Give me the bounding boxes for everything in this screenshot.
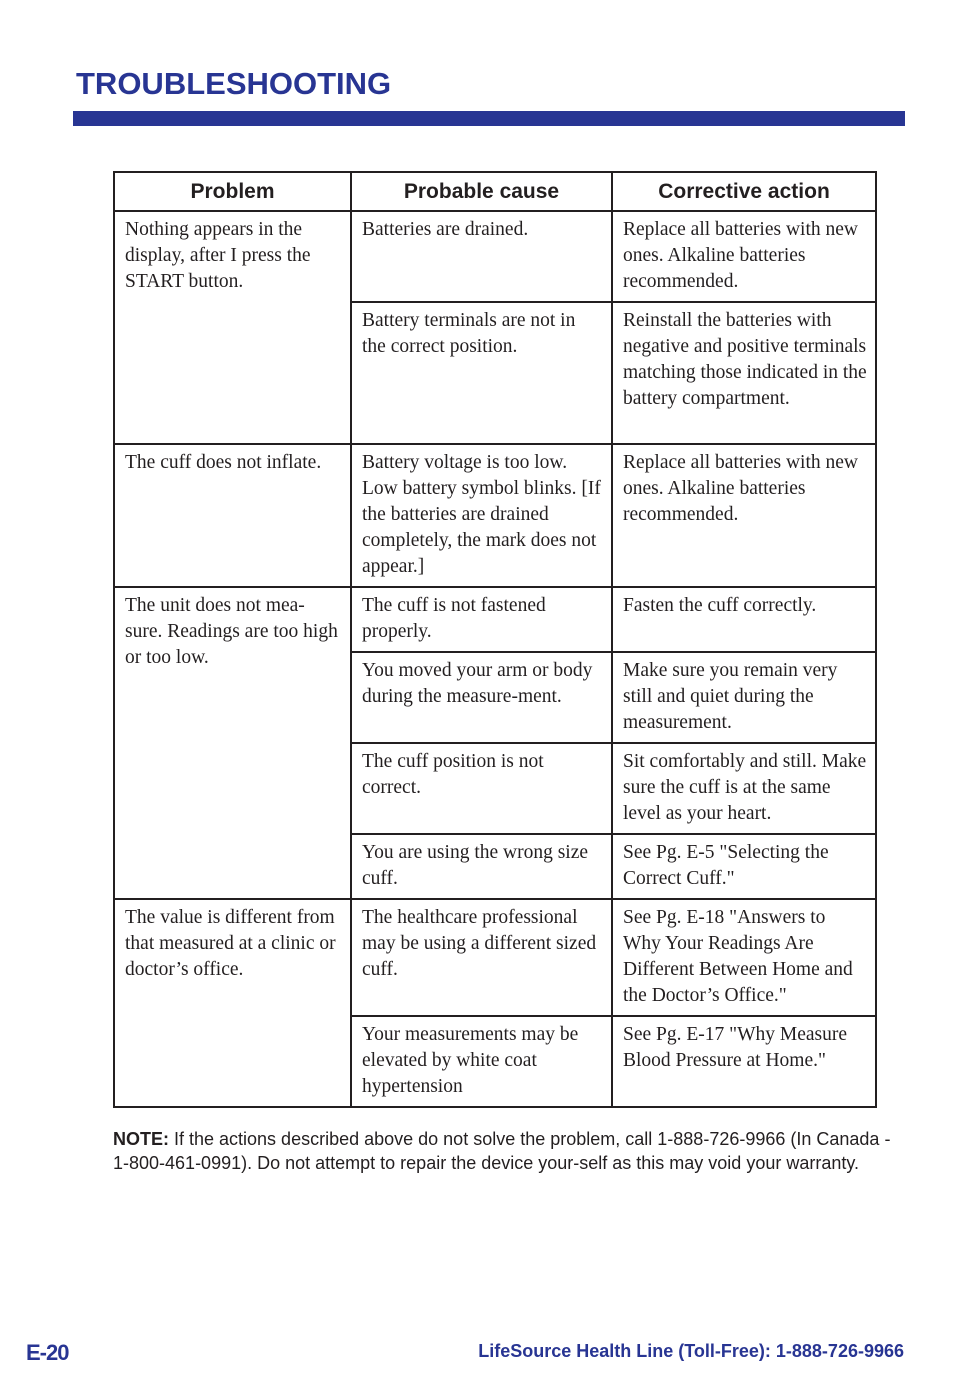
cause-cell: The cuff is not fastened properly.	[351, 587, 612, 652]
cause-cell: Your measurements may be elevated by white coat hypertension	[351, 1016, 612, 1107]
troubleshooting-table	[113, 171, 877, 1108]
action-cell: Replace all batteries with new ones. Alkaline batteries recommended.	[612, 444, 876, 587]
action-cell: See Pg. E-18 "Answers to Why Your Readings Are Different Between Home and the Doctor’s Office."	[612, 899, 876, 1016]
page-number: E-20	[26, 1340, 69, 1365]
header-problem: Problem	[114, 172, 351, 211]
action-cell: See Pg. E-5 "Selecting the Correct Cuff."	[612, 834, 876, 899]
title-divider-bar	[73, 111, 905, 126]
action-cell: Sit comfortably and still. Make sure the cuff is at the same level as your heart.	[612, 743, 876, 834]
page-title: TROUBLESHOOTING	[76, 66, 392, 101]
problem-cell: The cuff does not inflate.	[114, 444, 351, 587]
problem-cell: Nothing appears in the display, after I press the START button.	[114, 211, 351, 444]
table-row	[114, 587, 876, 652]
action-cell: Make sure you remain very still and quiet during the measurement.	[612, 652, 876, 743]
note-label: NOTE:	[113, 1129, 169, 1149]
problem-cell: The unit does not mea-sure. Readings are too high or too low.	[114, 587, 351, 899]
header-corrective-action: Corrective action	[612, 172, 876, 211]
health-line-footer: LifeSource Health Line (Toll-Free): 1-888-726-9966	[478, 1341, 904, 1361]
cause-cell: The healthcare professional may be using a different sized cuff.	[351, 899, 612, 1016]
cause-cell: You are using the wrong size cuff.	[351, 834, 612, 899]
problem-cell: The value is different from that measured at a clinic or doctor’s office.	[114, 899, 351, 1107]
cause-cell: The cuff position is not correct.	[351, 743, 612, 834]
action-cell: See Pg. E-17 "Why Measure Blood Pressure at Home."	[612, 1016, 876, 1107]
table-row	[114, 444, 876, 587]
cause-cell: Battery terminals are not in the correct position.	[351, 302, 612, 444]
warranty-note	[113, 1128, 903, 1175]
note-text: If the actions described above do not solve the problem, call 1-888-726-9966 (In Canada - 1-800-461-0991). Do not attempt to repair the device your-self as this may void your warranty.	[113, 1129, 891, 1173]
cause-cell: Battery voltage is too low. Low battery symbol blinks. [If the batteries are drained completely, the mark does not appear.]	[351, 444, 612, 587]
cause-cell: You moved your arm or body during the measure-ment.	[351, 652, 612, 743]
table-header-row	[114, 172, 876, 211]
action-cell: Fasten the cuff correctly.	[612, 587, 876, 652]
header-probable-cause: Probable cause	[351, 172, 612, 211]
cause-cell: Batteries are drained.	[351, 211, 612, 302]
table-row	[114, 899, 876, 1016]
table-row	[114, 211, 876, 302]
action-cell: Replace all batteries with new ones. Alkaline batteries recommended.	[612, 211, 876, 302]
action-cell: Reinstall the batteries with negative and positive terminals matching those indicated in the battery compartment.	[612, 302, 876, 444]
